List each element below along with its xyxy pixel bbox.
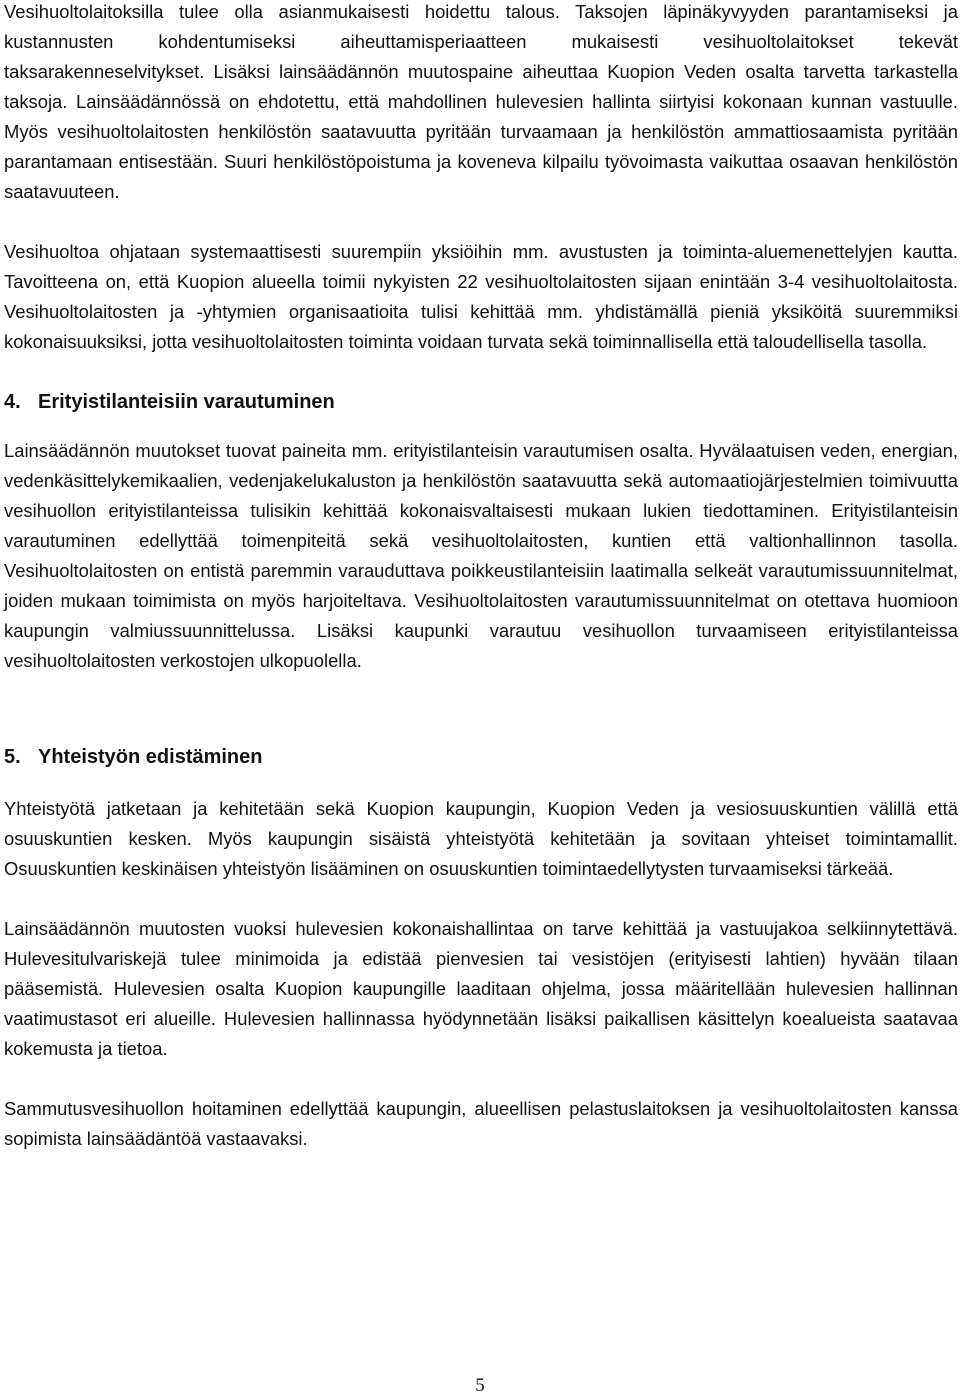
section-title-5: Yhteistyön edistäminen	[38, 746, 263, 768]
paragraph-larger-units: Vesihuoltoa ohjataan systemaattisesti suurempiin yksiöihin mm. avustusten ja toiminta-aluemenettelyjen kautta. Tavoitteena on, että Kuopion alueella toimii nykyisten 22 vesihuoltolaitosten sijaan enintään 3-4 vesihuoltolaitosta. Vesihuoltolaitosten ja -yhtymien organisaatioita tulisi kehittää mm. yhdistämällä pieniä yksiköitä suuremmiksi kokonaisuuksiksi, jotta vesihuoltolaitosten toiminta voidaan turvata sekä toiminnallisella että taloudellisella tasolla.	[4, 241, 958, 352]
paragraph-stormwater: Lainsäädännön muutosten vuoksi hulevesien kokonaishallintaa on tarve kehittää ja vastuujakoa selkiinnytettävä. Hulevesitulvariskejä tulee minimoida ja edistää pienvesien tai vesistöjen (erityisesti lahtien) hyvään tilaan pääsemistä. Hulevesien osalta Kuopion kaupungille laaditaan ohjelma, jossa määritellään hulevesien hallinnan vaatimustasot eri alueille. Hulevesien hallinnassa hyödynnetään lisäksi paikallisen käsittelyn koealueista saatavaa kokemusta ja tietoa.	[4, 918, 958, 1059]
section-heading-5	[4, 742, 958, 772]
paragraph-finances-personnel: Vesihuoltolaitoksilla tulee olla asianmukaisesti hoidettu talous. Taksojen läpinäkyvyyden parantamiseksi ja kustannusten kohdentumiseksi aiheuttamisperiaatteen mukaisesti vesihuoltolaitokset tekevät taksarakenneselvitykset. Lisäksi lainsäädännön muutospaine aiheuttaa Kuopion Veden osalta tarvetta tarkastella taksoja. Lainsäädännössä on ehdotettu, että mahdollinen hulevesien hallinta siirtyisi kokonaan kunnan vastuulle. Myös vesihuoltolaitosten henkilöstön saatavuutta pyritään turvaamaan ja henkilöstön ammattiosaamista pyritään parantamaan entisestään. Suuri henkilöstöpoistuma ja koveneva kilpailu työvoimasta vaikuttaa osaavan henkilöstön saatavuuteen.	[4, 1, 958, 202]
paragraph-cooperation: Yhteistyötä jatketaan ja kehitetään sekä Kuopion kaupungin, Kuopion Veden ja vesiosuuskuntien välillä että osuuskuntien kesken. Myös kaupungin sisäistä yhteistyötä kehitetään ja sovitaan yhteiset toimintamallit. Osuuskuntien keskinäisen yhteistyön lisääminen on osuuskuntien toimintaedellytysten turvaamiseksi tärkeää.	[4, 798, 958, 879]
section-title-4: Erityistilanteisiin varautuminen	[38, 391, 335, 413]
section-heading-4	[4, 387, 958, 417]
paragraph-firefighting-water: Sammutusvesihuollon hoitaminen edellyttää kaupungin, alueellisen pelastuslaitoksen ja vesihuoltolaitosten kanssa sopimista lainsäädäntöä vastaavaksi.	[4, 1098, 958, 1149]
document-page	[4, 0, 958, 1154]
page-number: 5	[475, 1375, 485, 1396]
section-number-4: 4.	[4, 391, 21, 413]
section-number-5: 5.	[4, 746, 21, 768]
paragraph-preparedness: Lainsäädännön muutokset tuovat paineita mm. erityistilanteisin varautumisen osalta. Hyvälaatuisen veden, energian, vedenkäsittelykemikaalien, vedenjakelukaluston ja henkilöstön saatavuutta sekä automaatiojärjestelmien toimivuutta vesihuollon erityistilanteissa tulisikin kehittää kokonaisvaltaisesti mukaan lukien tiedottaminen. Erityistilanteisin varautuminen edellyttää toimenpiteitä sekä vesihuoltolaitosten, kuntien että valtionhallinnon tasolla. Vesihuoltolaitosten on entistä paremmin varauduttava poikkeustilanteisiin laatimalla selkeät varautumissuunnitelmat, joiden mukaan toimimista on myös harjoiteltava. Vesihuoltolaitosten varautumissuunnitelmat on otettava huomioon kaupungin valmiussuunnittelussa. Lisäksi kaupunki varautuu vesihuollon turvaamiseen erityistilanteissa vesihuoltolaitosten verkostojen ulkopuolella.	[4, 440, 958, 671]
